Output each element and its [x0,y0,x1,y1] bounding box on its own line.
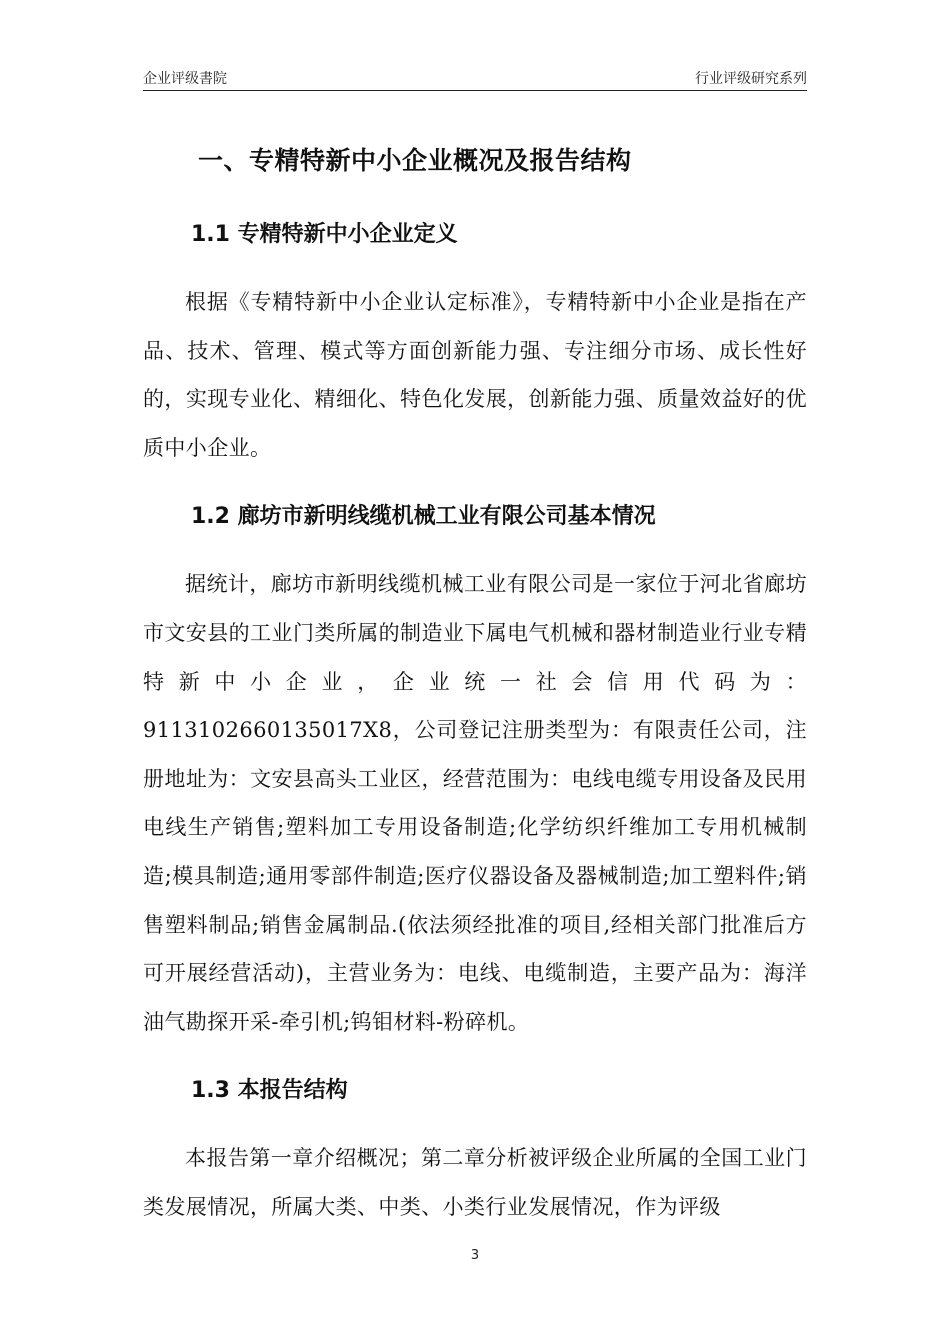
section-title: 一、专精特新中小企业概况及报告结构 [198,146,632,175]
subsection-title-definition: 1.1 专精特新中小企业定义 [191,222,458,247]
paragraph-report-structure: 本报告第一章介绍概况；第二章分析被评级企业所属的全国工业门类发展情况，所属大类、中类、小类行业发展情况，作为评级 [143,1146,807,1219]
subsection-title-report-structure: 1.3 本报告结构 [191,1078,348,1104]
page-content [143,140,807,1260]
paragraph-definition: 根据《专精特新中小企业认定标准》，专精特新中小企业是指在产品、技术、管理、模式等方面创新能力强、专注细分市场、成长性好的，实现专业化、精细化、特色化发展，创新能力强、质量效益好的优质中小企业。 [143,290,807,460]
paragraph-company-info: 据统计，廊坊市新明线缆机械工业有限公司是一家位于河北省廊坊市文安县的工业门类所属的制造业下属电气机械和器材制造业行业专精特新中小企业，企业统一社会信用代码为：9113102660135017X8，公司登记注册类型为：有限责任公司，注册地址为：文安县高头工业区，经营范围为：电线电缆专用设备及民用电线生产销售;塑料加工专用设备制造;化学纺织纤维加工专用机械制造;模具制造;通用零部件制造;医疗仪器设备及器械制造;加工塑料件;销售塑料制品;销售金属制品.(依法须经批准的项目,经相关部门批准后方可开展经营活动)，主营业务为：电线、电缆制造，主要产品为：海洋油气勘探开采-牵引机;钨钼材料-粉碎机。 [143,572,807,1034]
subsection-title-company-info: 1.2 廊坊市新明线缆机械工业有限公司基本情况 [191,504,656,530]
page-number: 3 [470,1248,480,1263]
header-series: 行业评级研究系列 [695,71,807,87]
header-publisher: 企业评级書院 [143,71,227,87]
page-header [143,66,807,91]
